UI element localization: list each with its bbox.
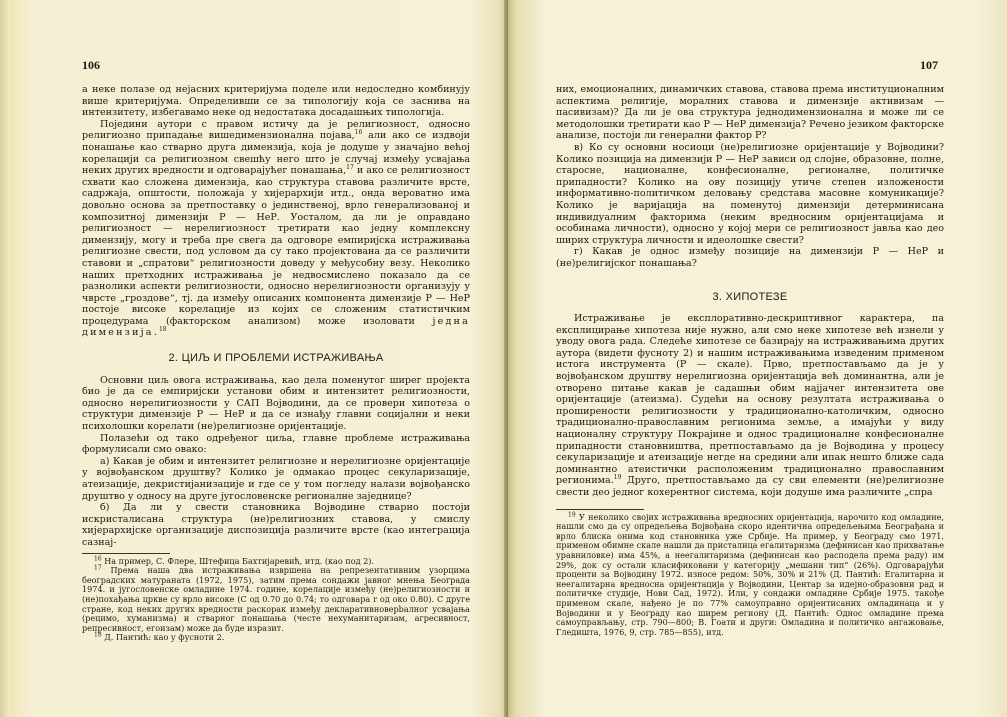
paragraph: г) Какав је однос између позиције на димензији Р — НеР и (не)религијског понашања? [556,246,944,269]
paragraph: них, емоционалних, динамичких ставова, ставова према институционалним аспектима религије, моралних ставова и димензије активизам — пасивизам)? Да ли је ова структура једнодимензионална и може ли се методолошки третирати као Р — НеР димензија? Речено језиком факторске анализе, постоји ли генерални фактор Р? [556,84,944,142]
footnote [82,566,470,633]
section-heading: 3. ХИПОТЕЗЕ [712,290,788,303]
paragraph: Основни циљ овога истраживања, као дела поменутог ширег пројекта био је да се емпиријски установи обим и интензитет религиозности, односно нерелигиозности у САП Војводини, да се провери хипотеза о структури димензије Р — НеР и да се изнађу главни социјални и неки психолошки корелати (не)религиозне оријентације. [82,374,470,433]
paragraph: Полазећи од тако одређеног циља, главне проблеме истраживања формулисали смо овако: [82,432,470,456]
paragraph: б) Да ли у свести становника Војводине стварно постоји искристалисана структура (не)религиозних ставова, у смислу хијерархијске организације диспозиција различите врсте (као интеграција сазнај- [82,502,470,548]
footnote-number: 19 [568,510,576,518]
footnote-marker: 16 [354,129,363,137]
paragraph [556,313,944,499]
paragraph: в) Ко су основни носиоци (не)религиозне оријентације у Војводини? Колико позиција на димензији Р — НеР зависи од слојне, образовне, полне, старосне, националне, конфесионалне, регионалне, политичке припадности? Колико на ову позицију утиче степен изложености информативно-политичком деловању средстава масовне комуникације? Колико је варијација на поменутој димензији детерминисана индивидуалним факторима (неким вредносним оријентацијама и особинама личности), односно у којој мери се религиозност јавља као део ширих структура личности и идеолошке свести? [556,141,944,246]
footnote-text: Према нашa два истраживања извршена на репрезентативним узорцима београдских матураната (1972, 1975), затим према сондажи јавног мнења Београда 1974. и југословенске омладине 1974. године, корелације између (не)религиозности и (не)похађања цркве су врло високе (С од 0.70 до 0.74; то одговара r од око 0.80). С друге стране, код неких других вредности раскорак између декларативноверbалног усвајања (рецимо, хуманизма) и стварног понашања (честе нехуманитаризам, агресивност, репресивност, егоизам) може да буде изразит. [82,565,470,633]
left-page [10,0,508,717]
page-number: 107 [920,58,938,72]
text-run: али ако се издвоји понашање као стварно друга димензија, која је додуше у значајно већој корелацији са религиозном свешћу него што је случај између усвајања неких других вредности и одговарајућег понашања, [82,130,470,177]
footnote-text: На пример, С. Флере, Штефица Бахтијаревић, итд. (као под 2). [104,555,375,566]
text-run: Поједини аутори с правом истичу да је религиозност, односно религиозно припадање вишедимензионална појава, [82,118,470,142]
footnotes [556,510,944,638]
right-page-body [556,84,944,637]
left-page-body [82,84,470,643]
spacer [556,499,944,505]
footnote [82,633,470,643]
paragraph [82,119,470,339]
footnote-marker: 18 [158,326,167,334]
footnote-separator [82,553,170,554]
footnotes [82,554,470,643]
section-heading: 2. ЦИЉ И ПРОБЛЕМИ ИСТРАЖИВАЊА [168,352,384,365]
page-number: 106 [82,58,100,72]
paragraph: а неке полазе од нејасних критеријума поделе или недоследно комбинују више критеријума. Определивши се за типологију која се заснива на интензитету, избегавамо неке од недостатака досадашњих типологија. [82,84,470,119]
right-page [508,0,1007,717]
footnote-marker: 17 [346,163,354,171]
footnote-separator [556,509,644,510]
paragraph: а) Какав је обим и интензитет религиозне и нерелигиозне оријентације у војвођанском друштву? Колико је одмакао процес секуларизације, атеизације, декристијанизације и где се у том погледу налази војвођанско друштво у односу на друге југословенске регионалне заједнице? [82,455,470,502]
footnote-text: Д. Пантић: као у фусноти 2. [104,632,225,643]
text-run: Истраживање је експлоративно-дескриптивног карактера, па експлицирање хипотеза није нужно, али смо неке хипотезе већ изнели у уводу овога рада. Следеће хипотезе се базирају на истраживањима других аутора (видети фусноту 2) и нашим истраживањима изведеним применом истога инструмента (Р — скале). Прво, претпостављамо да је у војвођанском друштву нерелигиозна оријентација већ доминантна, али је отворено питање какав је садашњи обим најјачег интензитета ове оријентације (атеизма). Судећи на основу резултата истраживања о проширености религиозности у традиционално-католичким, односно традиционално-православним регионима земље, а имајући у виду националну структуру Покрајине и однос традиционалне конфесионалне припадности становништва, претпостављамо да је Војводина у процесу секуларизације и атеизације негде на средини али ипак нешто ближе сада доминантно атеистички расположеним традиционално православним регионима. [556,313,944,487]
footnote-number: 17 [94,564,102,572]
footnote-number: 16 [94,554,102,562]
text-run: и ако се религиозност схвати као сложена димензија, као структура ставова различите врсте, садржаја, општости, положаја у хијерархији итд., онда вероватно има довољно основа за претпоставку о јединственој, врло генерализованој и композитној димензији Р — НеР. Уосталом, да ли је оправдано религиозност — нерелигиозност третирати као једну комплексну димензију, могу и треба пре свега да одговоре емпиријска истраживања религиозне свести, под условом да су тако пројектована да се различити ставови и „спратови“ религиозности доведу у међусобну везу. Неколико наших претходних истраживања је недвосмислено показало да се разнолики аспекти религиозности, односно нерелигиозности организују у чврсте „гроздове“, тј. да између описаних компонента димензије Р — НеР постоје високе корелације из којих се сложеним статистичким процедурама (факторском анализом) може изоловати [82,165,471,327]
footnote-number: 18 [94,631,102,639]
footnote [556,510,944,638]
spaced-text: једна димензија. [82,315,470,339]
text-run: Друго, претпостављамо да су сви елементи (не)религиозне свести део једног кохерентног система, који додуше има различите „спра [556,475,944,498]
spacer [556,270,944,278]
footnote-marker: 19 [613,474,622,482]
footnote-text: У неколико својих истраживања вредносних оријентација, нарочито код омладине, нашли смо да су опредељења Војвођана скоро идентична опредељењима Београђана и врло блиска онима код становника уже Србије. На пример, у Београду смо 1971. применом обимне скале нашли да присталица егалитаризма (дефинисан као прихватање уравниловке) има 45%, а неегалитаризма (дефинисан као расподела према раду) им 29%, док су остали класификовани у категорију „мешани тип“ (26%). Одговарајући проценти за Војводину 1972. износе редом: 50%, 30% и 21% (Д. Пантић: Егалитарна и неегалитарна вредносна оријентација у Војводини, Центар за идејно-образовни рад и политичке студије, Нови Сад, 1972). Или, у сондажи омладине Србије 1975. такође применом скале, нађено је по 77% самоуправно оријентисаних омладинаца и у Војводини и у Београду као ширем региону (Д. Пантић: Однос омладине према самоуправљању, стр. 790—800; В. Гоати и други: Омладина и политичко ангажовање, Гледишта, 1976, 9, стр. 785—855), итд. [556,511,944,637]
